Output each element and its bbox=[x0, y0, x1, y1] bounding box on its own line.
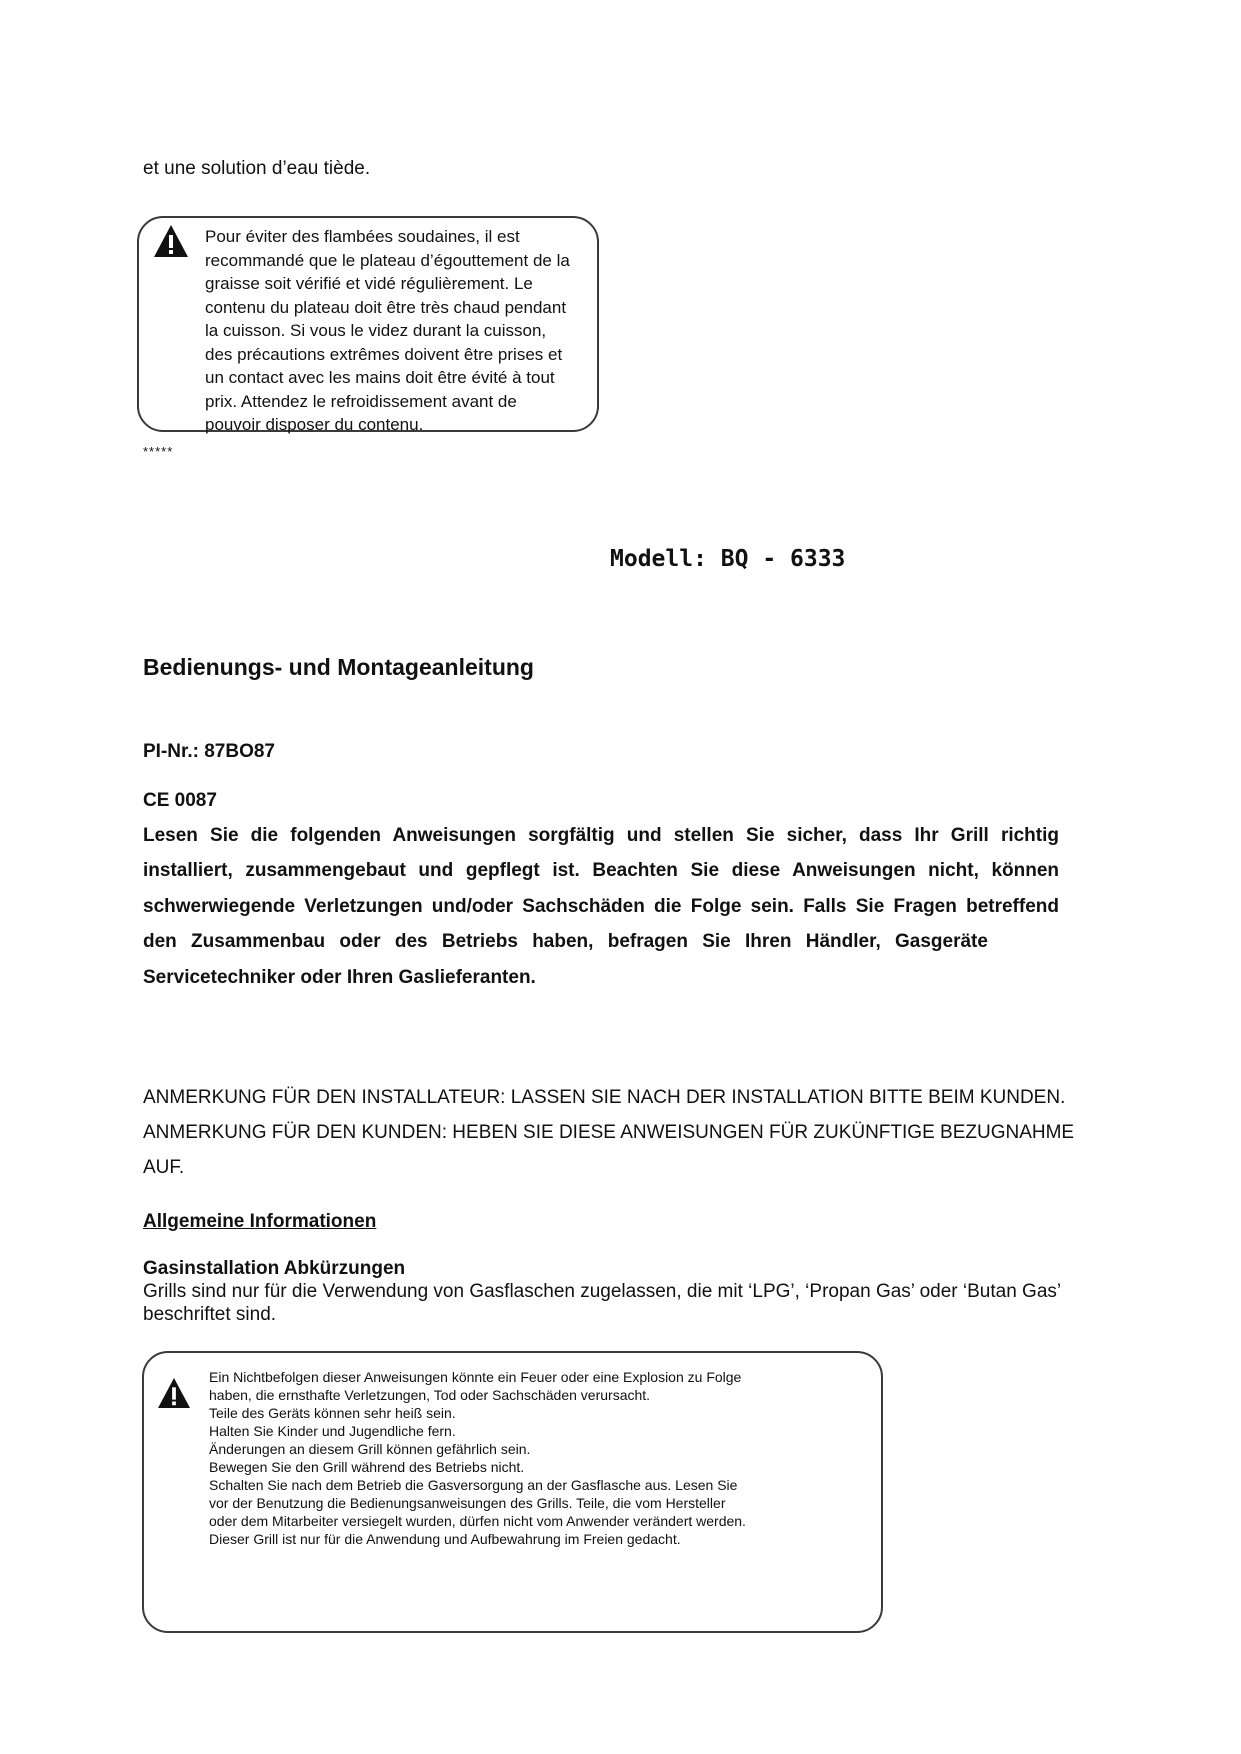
warning-de-line: oder dem Mitarbeiter versiegelt wurden, dürfen nicht vom Anwender verändert werden. bbox=[209, 1513, 746, 1529]
warning-de-line: haben, die ernsthafte Verletzungen, Tod oder Sachschäden verursacht. bbox=[209, 1387, 651, 1403]
warning-de-line: Dieser Grill ist nur für die Anwendung und Aufbewahrung im Freien gedacht. bbox=[209, 1531, 681, 1547]
intro-paragraph bbox=[143, 818, 1059, 995]
warning-de-line: vor der Benutzung die Bedienungsanweisungen des Grills. Teile, die vom Hersteller bbox=[209, 1495, 726, 1511]
warning-fr-line: pouvoir disposer du contenu. bbox=[205, 415, 424, 434]
warning-text-de bbox=[209, 1368, 849, 1548]
pi-number: PI-Nr.: 87BO87 bbox=[143, 741, 275, 762]
intro-line: Servicetechniker oder Ihren Gaslieferanten. bbox=[143, 966, 536, 988]
warning-de-line: Bewegen Sie den Grill während des Betriebs nicht. bbox=[209, 1459, 525, 1475]
warning-text-fr bbox=[205, 225, 600, 437]
customer-note-continued: AUF. bbox=[143, 1157, 185, 1178]
warning-fr-line: recommandé que le plateau d’égouttement de la bbox=[205, 250, 570, 270]
section-heading: Allgemeine Informationen bbox=[143, 1211, 377, 1232]
intro-line: den Zusammenbau oder des Betriebs haben, befragen Sie Ihren Händler, Gasgeräte bbox=[143, 931, 988, 953]
intro-line: schwerwiegende Verletzungen und/oder Sachschäden die Folge sein. Falls Sie Fragen betreffend bbox=[143, 895, 1059, 917]
warning-fr-line: contenu du plateau doit être très chaud pendant bbox=[205, 297, 567, 317]
warning-de-line: Ein Nichtbefolgen dieser Anweisungen könnte ein Feuer oder eine Explosion zu Folge bbox=[209, 1369, 742, 1385]
warning-fr-line: prix. Attendez le refroidissement avant de bbox=[205, 391, 517, 411]
warning-fr-line: un contact avec les mains doit être évité à tout bbox=[205, 368, 555, 387]
warning-de-line: Schalten Sie nach dem Betrieb die Gasversorgung an der Gasflasche aus. Lesen Sie bbox=[209, 1477, 738, 1493]
warning-triangle-icon bbox=[153, 224, 189, 258]
separator: ***** bbox=[143, 444, 174, 459]
intro-line: installiert, zusammengebaut und gepflegt ist. Beachten Sie diese Anweisungen nicht, können bbox=[143, 860, 1059, 882]
warning-fr-line: graisse soit vérifié et vidé régulièrement. Le bbox=[205, 274, 533, 293]
intro-line: Lesen Sie die folgenden Anweisungen sorgfältig und stellen Sie sicher, dass Ihr Grill richtig bbox=[143, 825, 1059, 846]
ce-number: CE 0087 bbox=[143, 790, 217, 811]
intro-line: et une solution d’eau tiède. bbox=[143, 158, 371, 179]
warning-de-line: Änderungen an diesem Grill können gefährlich sein. bbox=[209, 1441, 531, 1457]
customer-note: ANMERKUNG FÜR DEN KUNDEN: HEBEN SIE DIESE ANWEISUNGEN FÜR ZUKÜNFTIGE BEZUGNAHME bbox=[143, 1122, 1075, 1143]
gas-heading: Gasinstallation Abkürzungen bbox=[143, 1258, 406, 1279]
model-number: Modell: BQ - 6333 bbox=[610, 546, 846, 572]
warning-de-line: Teile des Geräts können sehr heiß sein. bbox=[209, 1405, 456, 1421]
warning-fr-line: des précautions extrêmes doivent être prises et bbox=[205, 344, 563, 364]
page-title: Bedienungs- und Montageanleitung bbox=[143, 654, 534, 680]
installer-note: ANMERKUNG FÜR DEN INSTALLATEUR: LASSEN SIE NACH DER INSTALLATION BITTE BEIM KUNDEN. bbox=[143, 1087, 1066, 1108]
warning-fr-line: Pour éviter des flambées soudaines, il est bbox=[205, 227, 520, 246]
warning-fr-line: la cuisson. Si vous le videz durant la cuisson, bbox=[205, 321, 547, 340]
warning-triangle-icon bbox=[157, 1377, 191, 1409]
gas-text: Grills sind nur für die Verwendung von Gasflaschen zugelassen, die mit ‘LPG’, ‘Propan Gas’ oder ‘Butan Gas’ beschriftet sind. bbox=[143, 1281, 1061, 1325]
warning-de-line: Halten Sie Kinder und Jugendliche fern. bbox=[209, 1423, 456, 1439]
